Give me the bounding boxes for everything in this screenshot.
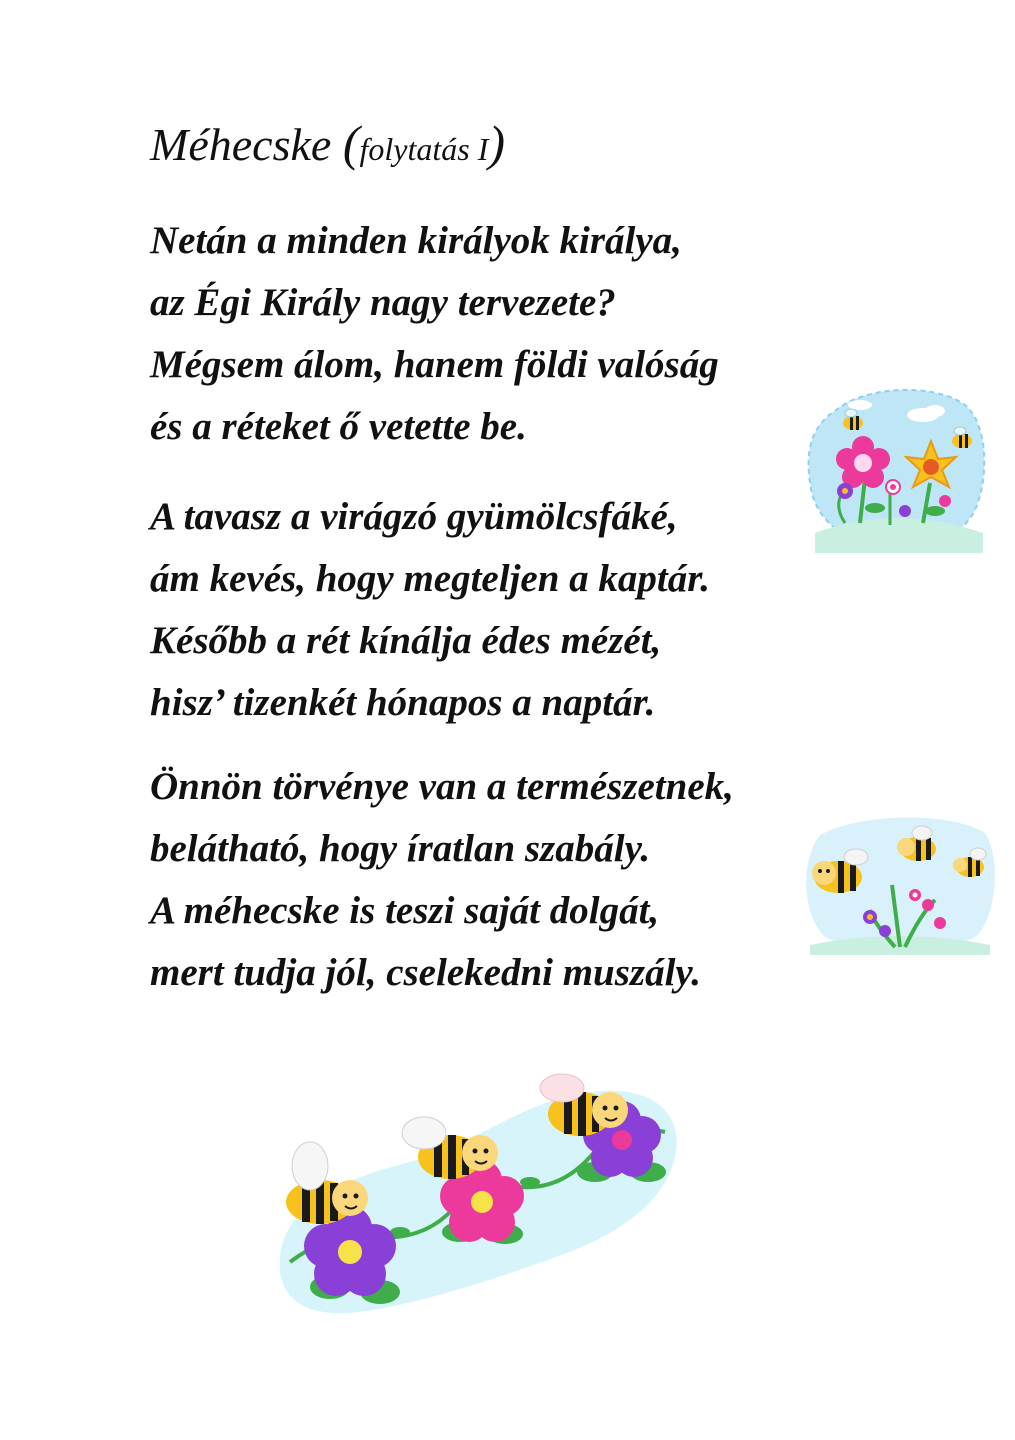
poem-line: Mégsem álom, hanem földi valóság bbox=[150, 343, 719, 386]
poem-line: és a réteket ő vetette be. bbox=[150, 405, 527, 448]
stanza-3 bbox=[150, 756, 734, 1004]
three-bees-on-flowers-illustration bbox=[270, 1062, 690, 1322]
poem-line: ám kevés, hogy megteljen a kaptár. bbox=[150, 557, 711, 600]
poem-line: mert tudja jól, cselekedni muszály. bbox=[150, 951, 702, 994]
three-bees-on-flowers-icon bbox=[270, 1062, 690, 1322]
poem-title bbox=[150, 115, 505, 171]
bees-over-flowers-illustration bbox=[800, 815, 1000, 955]
poem-line: az Égi Király nagy tervezete? bbox=[150, 281, 616, 324]
stanza-2 bbox=[150, 486, 710, 734]
poem-line: A méhecske is teszi saját dolgát, bbox=[150, 889, 660, 932]
flowers-and-bees-round-icon bbox=[805, 383, 987, 553]
stanza-1 bbox=[150, 210, 719, 458]
poem-line: Önnön törvénye van a természetnek, bbox=[150, 765, 734, 808]
poem-subtitle: folytatás I bbox=[359, 131, 489, 167]
flowers-and-bees-round-illustration bbox=[805, 383, 987, 553]
title-open-paren: ( bbox=[342, 115, 360, 171]
title-close-paren: ) bbox=[488, 115, 505, 171]
poem-line: A tavasz a virágzó gyümölcsfáké, bbox=[150, 495, 678, 538]
poem-title-main: Méhecske bbox=[150, 119, 332, 170]
poem-line: Később a rét kínálja édes mézét, bbox=[150, 619, 662, 662]
poem-line: belátható, hogy íratlan szabály. bbox=[150, 827, 651, 870]
poem-line: Netán a minden királyok királya, bbox=[150, 219, 682, 262]
bees-over-flowers-icon bbox=[800, 815, 1000, 955]
poem-line: hisz’ tizenkét hónapos a naptár. bbox=[150, 681, 656, 724]
